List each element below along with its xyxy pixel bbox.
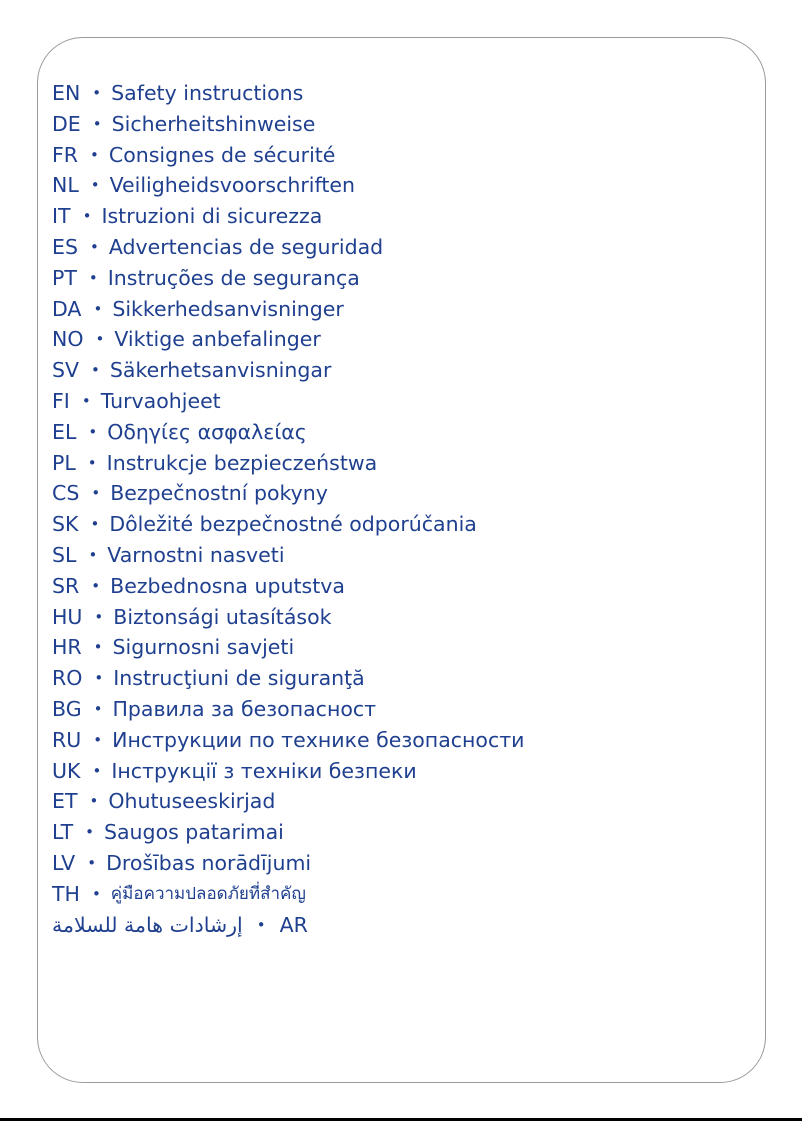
bullet-separator: •: [92, 84, 102, 102]
bullet-separator: •: [92, 114, 102, 133]
language-title: Säkerhetsanvisningar: [109, 358, 332, 383]
list-item-pt: [52, 263, 525, 294]
list-item-ru: [52, 725, 525, 756]
language-code: PT: [52, 265, 77, 290]
language-code: EN: [52, 81, 81, 105]
language-code: UK: [52, 758, 81, 783]
language-title: Instrukcje bezpieczeństwa: [106, 450, 378, 475]
language-title: Safety instructions: [111, 81, 304, 105]
language-title: Advertencias de seguridad: [108, 234, 384, 259]
bullet-separator: •: [90, 515, 100, 534]
list-item-fi: [52, 386, 525, 417]
bullet-separator: •: [87, 453, 97, 472]
language-code: IT: [52, 204, 71, 229]
language-code: FI: [52, 388, 70, 413]
bullet-separator: •: [91, 884, 101, 903]
language-code: FR: [52, 142, 79, 167]
list-item-sr: [52, 571, 525, 602]
language-title: Sicherheitshinweise: [111, 111, 316, 136]
list-item-et: [52, 786, 525, 817]
list-item-sl: [52, 540, 525, 571]
language-code: AR: [279, 912, 308, 937]
bullet-separator: •: [91, 576, 101, 595]
language-title: Οδηγίες ασφαλείας: [107, 419, 307, 444]
bullet-separator: •: [88, 545, 98, 564]
bullet-separator: •: [93, 699, 103, 718]
list-item-cs: [52, 478, 525, 509]
language-title: Bezbednosna uputstva: [110, 573, 345, 598]
list-item-sv: [52, 355, 525, 386]
language-title: Інструкції з техніки безпеки: [111, 758, 417, 783]
language-title: Instruções de segurança: [107, 265, 360, 290]
list-item-uk: [52, 756, 525, 787]
language-title: Turvaohjeet: [100, 388, 221, 413]
language-title: Ohutuseeskirjad: [108, 789, 276, 814]
language-title: Consignes de sécurité: [108, 142, 336, 167]
bullet-separator: •: [94, 669, 104, 688]
bullet-separator: •: [81, 391, 91, 410]
bullet-separator: •: [89, 792, 99, 811]
language-title: Istruzioni di sicurezza: [101, 204, 323, 229]
language-title: Viktige anbefalinger: [114, 327, 321, 352]
language-title: Инструкции по технике безопасности: [112, 727, 525, 752]
list-item-no: [52, 324, 525, 355]
list-item-ar: [52, 910, 525, 941]
list-item-es: [52, 232, 525, 263]
language-code: NO: [52, 327, 84, 352]
bullet-separator: •: [85, 823, 94, 842]
language-title: Instrucţiuni de siguranţă: [113, 666, 365, 691]
list-item-it: [52, 201, 525, 232]
language-code: SR: [52, 573, 80, 598]
list-item-nl: [52, 170, 525, 201]
language-code: TH: [52, 881, 80, 906]
list-item-hu: [52, 602, 525, 633]
language-code: SK: [52, 512, 79, 537]
language-title: คู่มือความปลอดภัยที่สำคัญ: [110, 883, 306, 904]
language-code: CS: [52, 481, 80, 506]
language-title: Saugos patarimai: [103, 820, 284, 845]
language-code: DE: [52, 111, 81, 136]
list-item-hr: [52, 632, 525, 663]
list-item-th: [52, 879, 525, 910]
language-code: PL: [52, 450, 76, 475]
bullet-separator: •: [88, 422, 98, 441]
bullet-separator: •: [89, 237, 99, 256]
language-code: HU: [52, 604, 83, 629]
language-code: SV: [52, 358, 80, 383]
language-title: Правила за безопасност: [112, 696, 377, 721]
language-code: LV: [52, 850, 76, 875]
language-code: RU: [52, 727, 82, 752]
bullet-separator: •: [93, 638, 103, 657]
language-code: ES: [52, 234, 78, 259]
language-code: DA: [52, 296, 82, 321]
language-code: EL: [52, 419, 77, 444]
list-item-el: [52, 417, 525, 448]
list-item-pl: [52, 448, 525, 479]
language-title: Sigurnosni savjeti: [112, 635, 295, 660]
list-item-ro: [52, 663, 525, 694]
language-title: Varnostni nasveti: [107, 542, 285, 567]
list-item-de: [52, 109, 525, 140]
bullet-separator: •: [91, 484, 101, 503]
language-title: Biztonsági utasítások: [113, 604, 332, 629]
language-title: Veiligheidsvoorschriften: [109, 173, 355, 198]
bullet-separator: •: [93, 299, 103, 318]
language-code: SL: [52, 542, 77, 567]
bullet-separator: •: [88, 268, 98, 287]
language-code: RO: [52, 666, 83, 691]
language-title: Bezpečnostní pokyny: [110, 481, 328, 506]
language-title: إرشادات هامة للسلامة: [52, 912, 243, 937]
language-title: Sikkerhedsanvisninger: [112, 296, 344, 321]
list-item-da: [52, 294, 525, 325]
language-title: Drošības norādījumi: [106, 850, 312, 875]
bottom-rule: [0, 1118, 802, 1121]
bullet-separator: •: [94, 607, 104, 626]
language-title: Dôležité bezpečnostné odporúčania: [109, 512, 477, 537]
list-item-lt: [52, 817, 525, 848]
language-code: ET: [52, 789, 78, 814]
bullet-separator: •: [87, 853, 97, 872]
safety-language-list: [52, 78, 525, 940]
bullet-separator: •: [82, 207, 92, 226]
list-item-bg: [52, 694, 525, 725]
language-code: LT: [52, 820, 74, 845]
list-item-fr: [52, 140, 525, 171]
bullet-separator: •: [92, 761, 102, 780]
bullet-separator: •: [90, 145, 99, 164]
list-item-sk: [52, 509, 525, 540]
bullet-separator: •: [95, 330, 105, 349]
bullet-separator: •: [91, 361, 100, 380]
language-code: BG: [52, 696, 82, 721]
list-item-en: [52, 78, 525, 109]
language-code: HR: [52, 635, 82, 660]
list-item-lv: [52, 848, 525, 879]
bullet-separator: •: [256, 915, 266, 934]
bullet-separator: •: [90, 176, 100, 195]
language-code: NL: [52, 173, 79, 198]
bullet-separator: •: [93, 730, 103, 749]
